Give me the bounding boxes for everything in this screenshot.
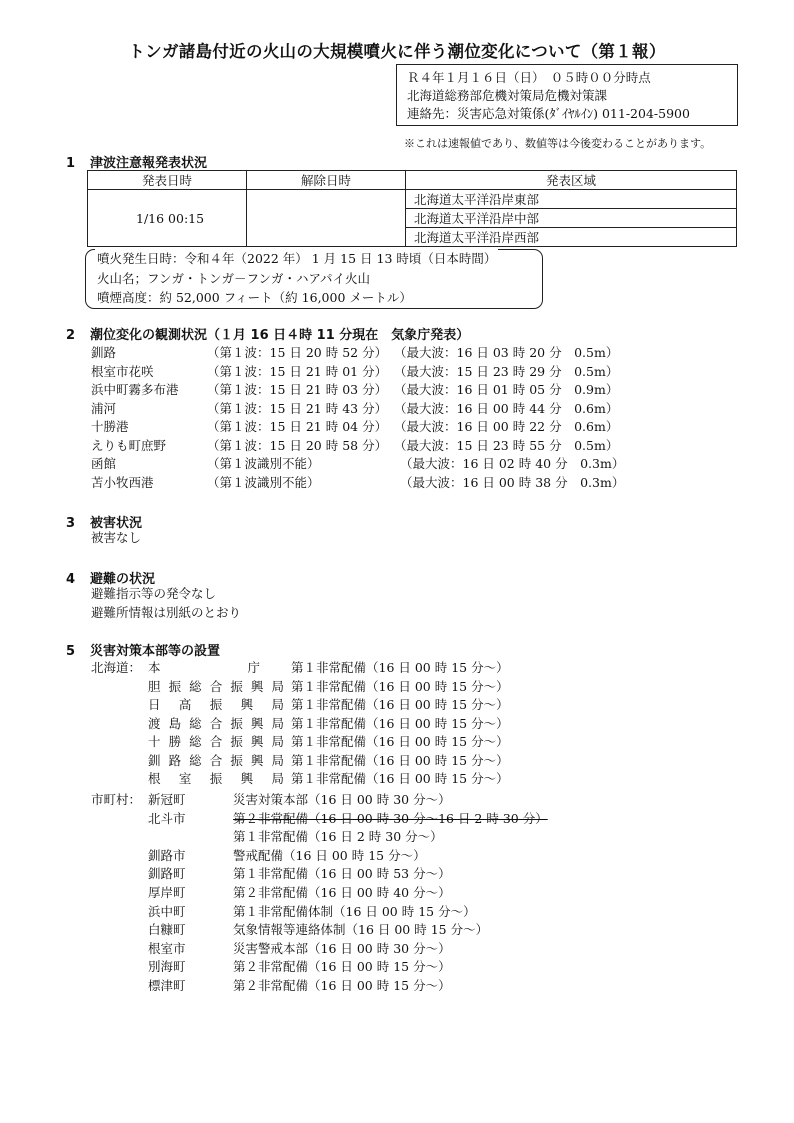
section-4-heading: 4 避難の状況: [66, 572, 156, 587]
issuing-department: 北海道総務部危機対策局危機対策課: [407, 88, 608, 103]
section-3-heading: 3 被害状況: [66, 516, 143, 531]
section-1-heading: 1 津波注意報発表状況: [66, 156, 208, 171]
contact-info: 連絡先：災害応急対策係(ﾀﾞｲﾔﾙｲﾝ) 011-204-5900: [407, 106, 690, 121]
tsunami-warning-table: [87, 170, 737, 247]
col-cleared: 解除日時: [247, 171, 406, 190]
struck-through-status: 第２非常配備（16 日 00 時 30 分～16 日 2 時 30 分）: [233, 810, 548, 826]
col-area: 発表区域: [406, 171, 737, 190]
section-5-heading: 5 災害対策本部等の設置: [66, 644, 221, 659]
table-header-row: [88, 171, 737, 190]
area-central: 北海道太平洋沿岸中部: [406, 209, 737, 228]
table-row: [88, 190, 737, 209]
volcano-name: 火山名；フンガ・トンガ－フンガ・ハアパイ火山: [97, 270, 371, 286]
area-west: 北海道太平洋沿岸西部: [406, 228, 737, 247]
eruption-time: 噴火発生日時：令和４年（2022 年） 1 月 15 日 13 時頃（日本時間）: [97, 251, 497, 266]
evacuation-order: 避難指示等の発令なし: [91, 586, 217, 601]
area-east: 北海道太平洋沿岸東部: [406, 190, 737, 209]
document-title: トンガ諸島付近の火山の大規模噴火に伴う潮位変化について（第１報）: [128, 42, 666, 61]
cleared-datetime: [247, 190, 406, 247]
col-issued: 発表日時: [88, 171, 247, 190]
header-info-box: [396, 64, 738, 126]
report-date: Ｒ４年１月１６日（日） ０５時００分時点: [407, 70, 651, 85]
shelter-info: 避難所情報は別紙のとおり: [91, 605, 242, 620]
section-2-heading: 2 潮位変化の観測状況（１月 16 日４時 11 分現在 気象庁発表）: [66, 328, 470, 343]
issued-datetime: 1/16 00:15: [88, 190, 247, 247]
evacuation-status: [91, 584, 241, 622]
eruption-info: [95, 249, 498, 308]
damage-status: 被害なし: [91, 530, 142, 545]
preliminary-note: ※これは速報値であり、数値等は今後変わることがあります。: [404, 137, 712, 150]
plume-height: 噴煙高度：約 52,000 フィート（約 16,000 メートル）: [97, 290, 412, 305]
